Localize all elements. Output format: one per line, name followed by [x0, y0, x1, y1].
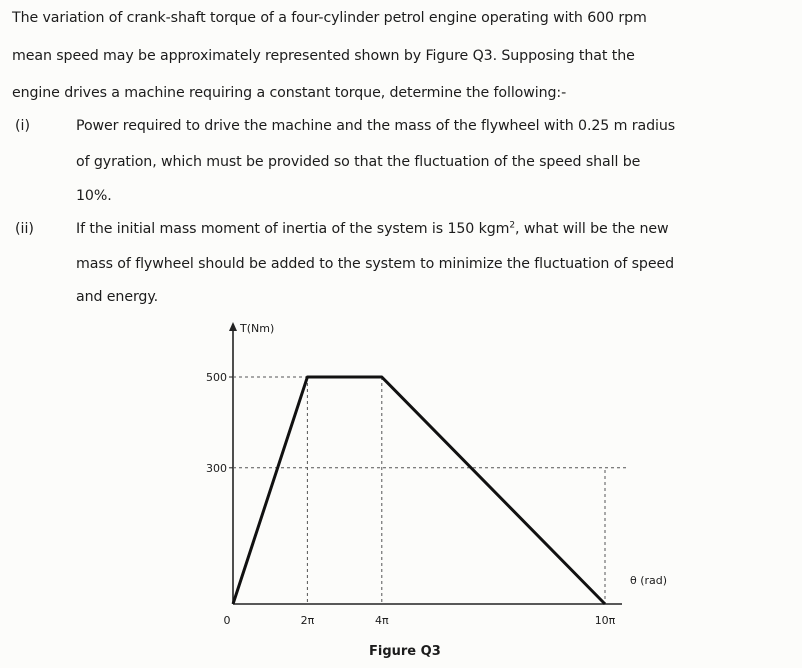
x-axis-label: θ (rad)	[630, 574, 668, 587]
x-tick-label: 0	[223, 614, 231, 627]
intro-line-3: engine drives a machine requiring a constant torque, determine the following:-	[12, 85, 567, 101]
part-ii-line-1-text: If the initial mass moment of inertia of the system is 150 kgm	[76, 221, 510, 237]
x-tick-label: 2π	[300, 614, 315, 627]
intro-line-2: mean speed may be approximately represented shown by Figure Q3. Supposing that the	[12, 48, 635, 64]
torque-curve	[233, 377, 605, 604]
part-i-line-2: of gyration, which must be provided so that the fluctuation of the speed shall be	[76, 154, 641, 170]
y-tick-label: 300	[206, 461, 227, 475]
part-i-label: (i)	[15, 118, 31, 134]
part-ii-label: (ii)	[15, 221, 34, 237]
y-axis-label: T(Nm)	[240, 322, 275, 335]
part-ii-line-1-suffix: , what will be the new	[515, 221, 669, 237]
intro-line-1: The variation of crank-shaft torque of a four-cylinder petrol engine operating with 600 rpm	[12, 10, 647, 26]
figure-caption: Figure Q3	[369, 644, 441, 659]
part-ii-line-2: mass of flywheel should be added to the system to minimize the fluctuation of speed	[76, 256, 674, 272]
x-tick-label: 10π	[594, 614, 616, 627]
y-tick-label: 500	[206, 371, 227, 384]
part-i-line-3: 10%.	[76, 188, 112, 204]
superscript-2: 2	[509, 220, 516, 231]
x-tick-label: 4π	[374, 614, 389, 627]
part-ii-line-3: and energy.	[76, 289, 159, 305]
y-axis-arrow	[229, 322, 237, 331]
part-i-line-1: Power required to drive the machine and the mass of the flywheel with 0.25 m radius	[76, 118, 676, 134]
